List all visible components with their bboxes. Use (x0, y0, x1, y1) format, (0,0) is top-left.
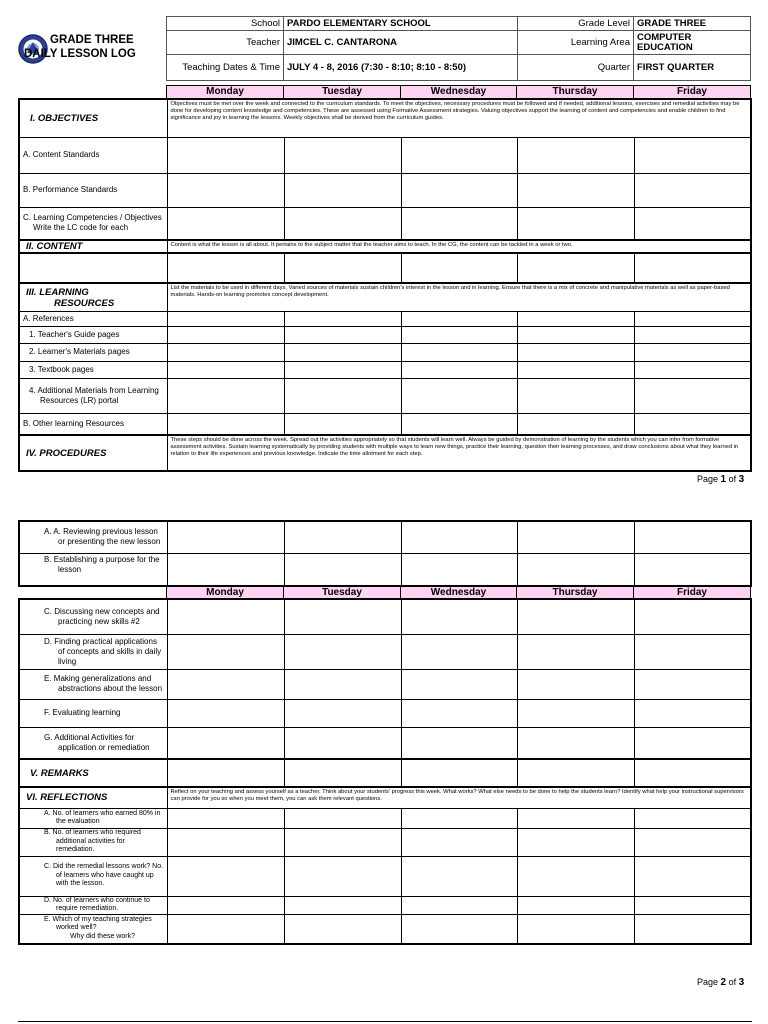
day-tuesday: Tuesday (284, 587, 401, 600)
procedures-note: These steps should be done across the week. Spread out the activities appropriately so that students will learn well. Always be guided by demonstration of learning by the students which you can infer from formative assessment activities. Sustain learning systematically by providing students with multiple ways to learn new things, practice their learning, question their learning processes, and draw conclusions about what they learned in relation to their life experiences and previous knowledge. Indicate the time allotment for each step. (167, 435, 751, 471)
grade-label: Grade Level (518, 17, 634, 31)
area-value: COMPUTER EDUCATION (634, 31, 751, 55)
reflection-e-label: E. Which of my teaching strategies worked well? (44, 915, 152, 931)
quarter-value: FIRST QUARTER (634, 55, 751, 81)
procedures-heading: IV. PROCEDURES (19, 435, 167, 471)
objectives-heading: I. OBJECTIVES (19, 99, 167, 137)
table-row (19, 759, 751, 787)
table-row (19, 326, 751, 343)
page-number-2: Page 2 of 3 (697, 977, 745, 988)
table-row (19, 634, 751, 669)
table-row (19, 521, 751, 553)
table-row (19, 669, 751, 699)
day-monday: Monday (167, 86, 284, 99)
title-line-2: DAILY LESSON LOG (24, 48, 136, 60)
header-info-table (166, 16, 751, 81)
procedure-e-label: E. Making generalizations and abstractions about the lesson (19, 669, 167, 699)
learners-materials-label: 2. Learner's Materials pages (19, 343, 167, 361)
procedure-f-label: F. Evaluating learning (19, 699, 167, 727)
table-row (19, 808, 751, 828)
textbook-label: 3. Textbook pages (19, 361, 167, 378)
table-row (19, 173, 751, 207)
procedure-d-label: D. Finding practical applications of concepts and skills in daily living (19, 634, 167, 669)
lc-code-label: Write the LC code for each (33, 223, 129, 233)
reflections-note: Reflect on your teaching and assess yourself as a teacher. Think about your students' progress this week. What works? What else needs to be done to help the students learn? Identify what help your instructional supervisors can provide for you so when you meet them, you can ask them relevant questions. (167, 787, 751, 808)
reflection-d-label: D. No. of learners who continue to require remediation. (19, 896, 167, 914)
dates-label: Teaching Dates & Time (167, 55, 284, 81)
objectives-note: Objectives must be met over the week and connected to the curriculum standards. To meet the objectives, necessary procedures must be followed and if needed, additional lessons, exercises and remedial activities may be done for developing content knowledge and competencies. These are assessed using Formative Assessment strategies. Valuing objectives support the learning of content and competencies and enable children to find significance and joy in learning the lessons. Weekly objectives shall be derived from the curriculum guides. (167, 99, 751, 137)
lesson-log-table-page-2b (18, 598, 752, 945)
reflection-b-label: B. No. of learners who required additional activities for remediation. (19, 828, 167, 856)
day-friday: Friday (634, 587, 751, 600)
resources-heading-line-1: III. LEARNING (26, 287, 89, 298)
day-friday: Friday (634, 86, 751, 99)
area-label: Learning Area (518, 31, 634, 55)
procedure-c-label: C. Discussing new concepts and practicing new skills #2 (19, 599, 167, 634)
table-row (19, 207, 751, 240)
table-row (19, 914, 751, 944)
grade-value: GRADE THREE (634, 17, 751, 31)
day-tuesday: Tuesday (284, 86, 401, 99)
table-row (19, 727, 751, 759)
content-standards-label: A. Content Standards (19, 137, 167, 173)
table-row (19, 896, 751, 914)
teacher-label: Teacher (167, 31, 284, 55)
table-row (19, 343, 751, 361)
table-row (19, 137, 751, 173)
day-wednesday: Wednesday (401, 86, 517, 99)
page-3-table-top-border (18, 1021, 752, 1022)
additional-materials-label: 4. Additional Materials from Learning Resources (LR) portal (19, 378, 167, 413)
resources-heading-line-2: RESOURCES (54, 298, 115, 309)
day-thursday: Thursday (517, 587, 634, 600)
performance-standards-label: B. Performance Standards (19, 173, 167, 207)
lesson-log-table-page-2a (18, 520, 752, 587)
day-monday: Monday (167, 587, 284, 600)
table-row (19, 378, 751, 413)
day-wednesday: Wednesday (401, 587, 517, 600)
references-label: A. References (19, 311, 167, 326)
resources-note: List the materials to be used in different days. Varied sources of materials sustain children's interest in the lesson and in learning. Ensure that there is a mix of concrete and manipulative materials as well as paper-based materials. Hands-on learning promotes concept development. (167, 283, 751, 311)
school-value: PARDO ELEMENTARY SCHOOL (284, 17, 518, 31)
table-row (19, 856, 751, 896)
teacher-value: JIMCEL C. CANTARONA (284, 31, 518, 55)
reflection-a-label: A. No. of learners who earned 80% in the evaluation (19, 808, 167, 828)
reflection-c-label: C. Did the remedial lessons work? No. of learners who have caught up with the lesson. (19, 856, 167, 896)
lesson-log-table-page-1 (18, 98, 752, 472)
table-row (19, 413, 751, 435)
procedure-b-label: B. Establishing a purpose for the lesson (19, 553, 167, 586)
procedure-a-label: A. A. Reviewing previous lesson or presenting the new lesson (19, 521, 167, 553)
teachers-guide-label: 1. Teacher's Guide pages (19, 326, 167, 343)
title-line-1: GRADE THREE (50, 34, 134, 46)
table-row (19, 553, 751, 586)
page-number-1: Page 1 of 3 (697, 474, 745, 485)
table-row (19, 311, 751, 326)
competencies-label: C. Learning Competencies / Objectives (23, 213, 162, 223)
quarter-label: Quarter (518, 55, 634, 81)
table-row (19, 361, 751, 378)
reflections-heading: VI. REFLECTIONS (19, 787, 167, 808)
table-row (19, 828, 751, 856)
table-row (19, 599, 751, 634)
day-thursday: Thursday (517, 86, 634, 99)
content-heading: II. CONTENT (19, 240, 167, 253)
procedure-g-label: G. Additional Activities for application or remediation (19, 727, 167, 759)
school-label: School (167, 17, 284, 31)
reflection-e-sub-label: Why did these work? (70, 932, 135, 940)
remarks-heading: V. REMARKS (19, 759, 167, 787)
content-note: Content is what the lesson is all about. It pertains to the subject matter that the teacher aims to teach. In the CG, the content can be tackled in a week or two. (167, 240, 751, 253)
dates-value: JULY 4 - 8, 2016 (7:30 - 8:10; 8:10 - 8:50) (284, 55, 518, 81)
table-row (19, 253, 751, 283)
table-row (19, 699, 751, 727)
other-resources-label: B. Other learning Resources (19, 413, 167, 435)
